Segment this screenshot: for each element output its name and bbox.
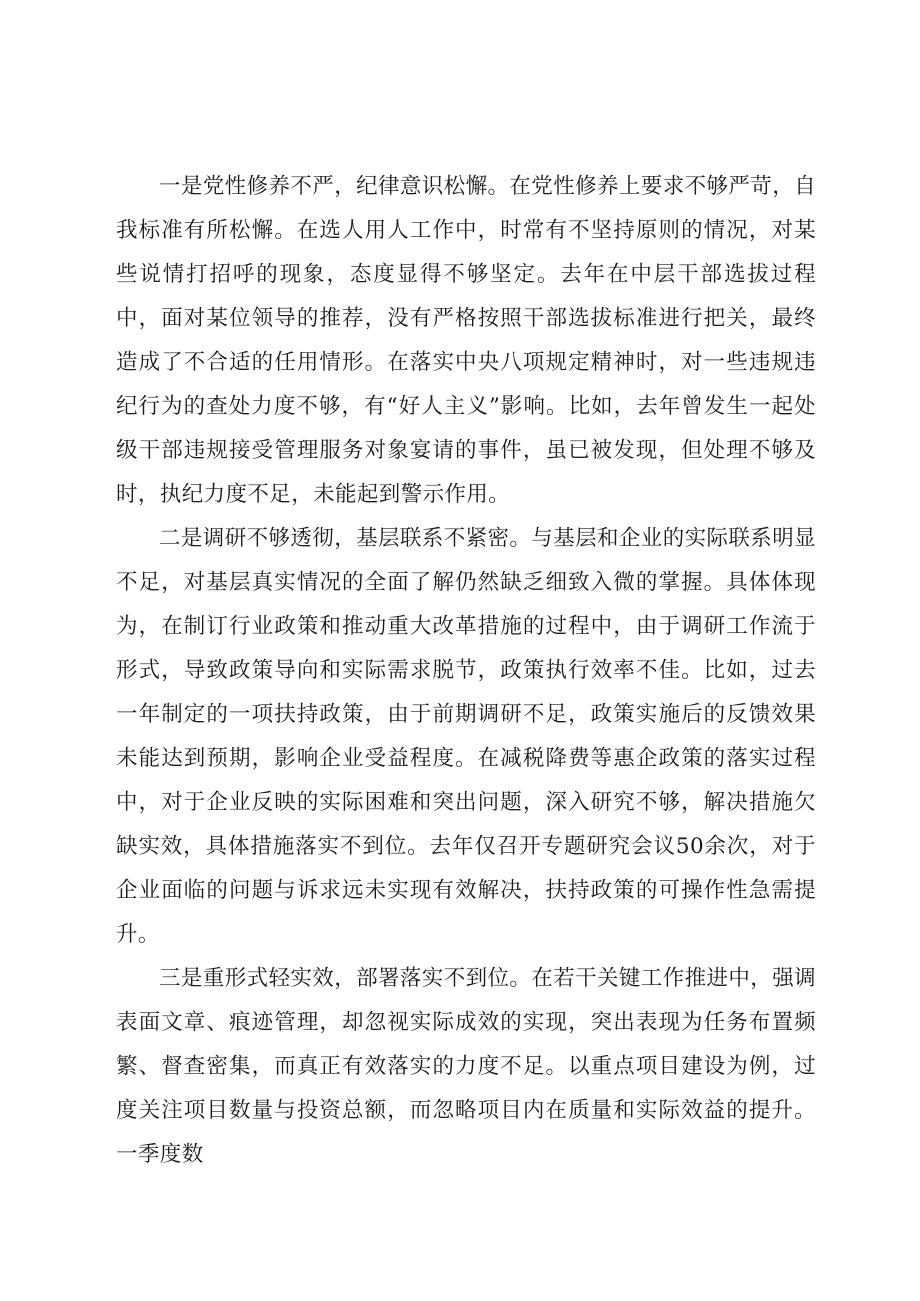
paragraph-research: 二是调研不够透彻，基层联系不紧密。与基层和企业的实际联系明显不足，对基层真实情况的全面了解仍然缺乏细致入微的掌握。具体体现为，在制订行业政策和推动重大改革措施的过程中，由于调研工作流于形式，导致政策导向和实际需求脱节，政策执行效率不佳。比如，过去一年制定的一项扶持政策，由于前期调研不足，政策实施后的反馈效果未能达到预期，影响企业受益程度。在减税降费等惠企政策的落实过程中，对于企业反映的实际困难和突出问题，深入研究不够，解决措施欠缺实效，具体措施落实不到位。去年仅召开专题研究会议50余次，对于企业面临的问题与诉求远未实现有效解决，扶持政策的可操作性急需提升。: [116, 526, 817, 947]
paragraph-discipline: 一是党性修养不严，纪律意识松懈。在党性修养上要求不够严苛，自我标准有所松懈。在选人用人工作中，时常有不坚持原则的情况，对某些说情打招呼的现象，态度显得不够坚定。去年在中层干部选拔过程中，面对某位领导的推荐，没有严格按照干部选拔标准进行把关，最终造成了不合适的任用情形。在落实中央八项规定精神时，对一些违规违纪行为的查处力度不够，有“好人主义”影响。比如，去年曾发生一起处级干部违规接受管理服务对象宴请的事件，虽已被发现，但处理不够及时，执纪力度不足，未能起到警示作用。: [116, 174, 817, 507]
paragraph-formalism: 三是重形式轻实效，部署落实不到位。在若干关键工作推进中，强调表面文章、痕迹管理，却忽视实际成效的实现，突出表现为任务布置频繁、督查密集，而真正有效落实的力度不足。以重点项目建设为例，过度关注项目数量与投资总额，而忽略项目内在质量和实际效益的提升。一季度数: [116, 966, 817, 1167]
document-body: [116, 165, 816, 1177]
